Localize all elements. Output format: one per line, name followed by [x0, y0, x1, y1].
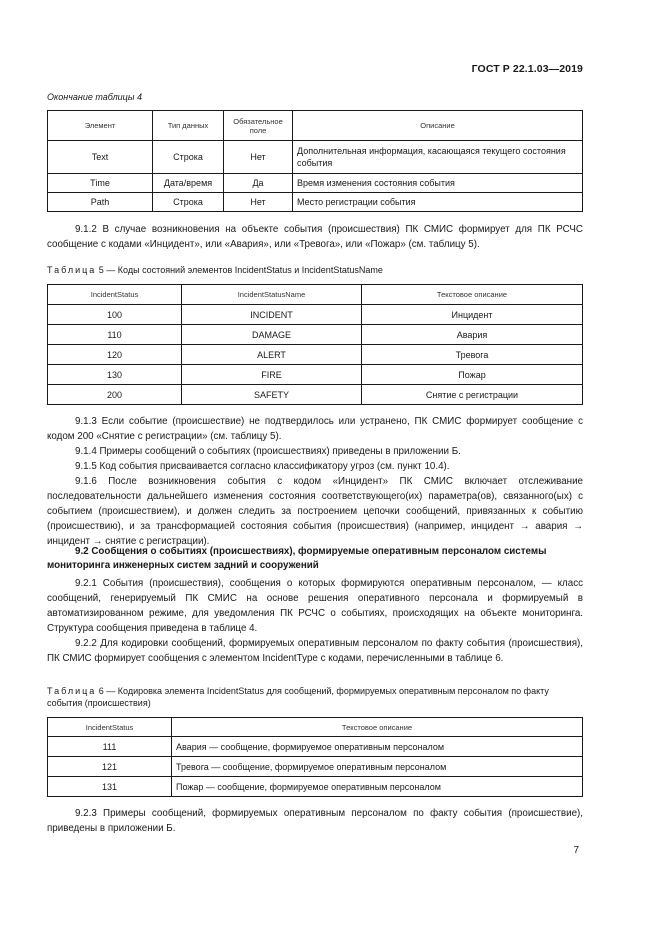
table-cell: Пожар [362, 365, 583, 385]
table-cell: Место регистрации события [293, 193, 583, 212]
table5 [47, 284, 583, 405]
table-cell: Path [48, 193, 153, 212]
table-cell: 200 [48, 385, 182, 405]
table-cell: Нет [224, 141, 293, 174]
section-heading-9-2: 9.2 Сообщения о событиях (происшествиях), формируемые оперативным персоналом системы мониторинга инженерных систем задний и сооружений [47, 546, 547, 571]
table4-col-description: Описание [293, 111, 583, 141]
table-row [48, 193, 583, 212]
paragraph-9-1-4: 9.1.4 Примеры сообщений о событиях (происшествиях) приведены в приложении Б. [75, 446, 461, 457]
table-cell: Дополнительная информация, касающаяся текущего состояния события [293, 141, 583, 174]
table-cell: Тревога [362, 345, 583, 365]
table-cell: 131 [48, 777, 172, 797]
table5-col-status: IncidentStatus [48, 285, 182, 305]
paragraph-text: 9.1.2 В случае возникновения на объекте события (происшествия) ПК СМИС формирует для ПК РСЧС сообщение с кодами «Инцидент», или «Авария», или «Тревога», или «Пожар» (см. таблицу 5). [47, 224, 583, 250]
table4-col-required: Обязательное поле [224, 111, 293, 141]
table-cell: Инцидент [362, 305, 583, 325]
table-row [48, 365, 583, 385]
paragraph-9-1-6: 9.1.6 После возникновения события с кодом «Инцидент» ПК СМИС включает отслеживание последовательности дальнейшего изменения состояния соответствующего(их) параметра(ов), связанного(ых) с событием (происшествием), и должен следить за построением цепочки сообщений, привязанных к событию (происшествию), и за трансформацией состояния события (происшествия) (например, инцидент → авария → инцидент → снятие с регистрации). [47, 476, 583, 547]
table-cell: Строка [153, 193, 224, 212]
paragraph-9-2-2: 9.2.2 Для кодировки сообщений, формируемых оперативным персоналом по факту события (происшествия), ПК СМИС формирует сообщения с элементом IncidentType с кодами, перечисленными в таблице 6. [47, 638, 583, 664]
table-cell: DAMAGE [182, 325, 362, 345]
table-cell: Авария [362, 325, 583, 345]
table-row [48, 305, 583, 325]
table6-col-description: Текстовое описание [172, 718, 583, 737]
table-row [48, 737, 583, 757]
table-cell: Время изменения состояния события [293, 174, 583, 193]
table-cell: 100 [48, 305, 182, 325]
table4 [47, 110, 583, 212]
paragraph-9-1-5: 9.1.5 Код события присваивается согласно классификатору угроз (см. пункт 10.4). [75, 461, 450, 472]
table-cell: SAFETY [182, 385, 362, 405]
table-cell: Дата/время [153, 174, 224, 193]
table-cell: FIRE [182, 365, 362, 385]
table6-caption-text: 6 — Кодировка элемента IncidentStatus для сообщений, формируемых оперативным персоналом по факту события (происшествия) [47, 686, 549, 708]
table-cell: Строка [153, 141, 224, 174]
table-cell: Авария — сообщение, формируемое оперативным персоналом [172, 737, 583, 757]
table-cell: Да [224, 174, 293, 193]
table5-caption-label: Таблица [47, 265, 97, 275]
table-cell: Пожар — сообщение, формируемое оперативным персоналом [172, 777, 583, 797]
table-cell: Time [48, 174, 153, 193]
paragraph-9-2-1: 9.2.1 События (происшествия), сообщения о которых формируются оперативным персоналом, — класс сообщений, генерируемый ПК СМИС на основе решения оперативного персонала и формируемый в автоматизированном режиме, для уведомления ПК РСЧС о событиях, происходящих на объекте мониторинга. Структура сообщения приведена в таблице 4. [47, 578, 583, 634]
page-number: 7 [573, 845, 579, 856]
table-cell: INCIDENT [182, 305, 362, 325]
paragraph-9-2-3 [47, 806, 583, 836]
table4-caption: Окончание таблицы 4 [47, 92, 142, 102]
table-cell: 111 [48, 737, 172, 757]
table6-caption [47, 685, 583, 709]
standard-header: ГОСТ Р 22.1.03—2019 [471, 63, 583, 75]
table-cell: Нет [224, 193, 293, 212]
table-row [48, 141, 583, 174]
paragraph-text: 9.2.3 Примеры сообщений, формируемых оперативным персоналом по факту события (происшествие), приведены в приложении Б. [47, 808, 583, 834]
table-cell: 121 [48, 757, 172, 777]
table5-caption-text: 5 — Коды состояний элементов IncidentStatus и IncidentStatusName [96, 265, 383, 275]
table6-caption-label: Таблица [47, 686, 97, 696]
paragraphs-9-2-1-to-9-2-2 [47, 576, 583, 666]
table-row [48, 345, 583, 365]
table5-col-description: Текстовое описание [362, 285, 583, 305]
table4-header-row [48, 111, 583, 141]
table6-header-row [48, 718, 583, 737]
table-cell: ALERT [182, 345, 362, 365]
table-row [48, 174, 583, 193]
table-cell: Text [48, 141, 153, 174]
table-row [48, 385, 583, 405]
table-row [48, 325, 583, 345]
table5-header-row [48, 285, 583, 305]
table6 [47, 717, 583, 797]
table-row [48, 777, 583, 797]
table5-col-status-name: IncidentStatusName [182, 285, 362, 305]
table-row [48, 757, 583, 777]
paragraph-9-1-2 [47, 222, 583, 252]
table-cell: Тревога — сообщение, формируемое оперативным персоналом [172, 757, 583, 777]
table5-caption [47, 265, 383, 275]
paragraph-9-1-3: 9.1.3 Если событие (происшествие) не подтвердилось или устранено, ПК СМИС формирует сообщение с кодом 200 «Снятие с регистрации» (см. таблицу 5). [47, 416, 583, 442]
table-cell: 120 [48, 345, 182, 365]
table4-col-type: Тип данных [153, 111, 224, 141]
table4-col-element: Элемент [48, 111, 153, 141]
table-cell: 110 [48, 325, 182, 345]
table6-col-status: IncidentStatus [48, 718, 172, 737]
paragraphs-9-1-3-to-9-1-6 [47, 414, 583, 549]
table-cell: 130 [48, 365, 182, 385]
table-cell: Снятие с регистрации [362, 385, 583, 405]
